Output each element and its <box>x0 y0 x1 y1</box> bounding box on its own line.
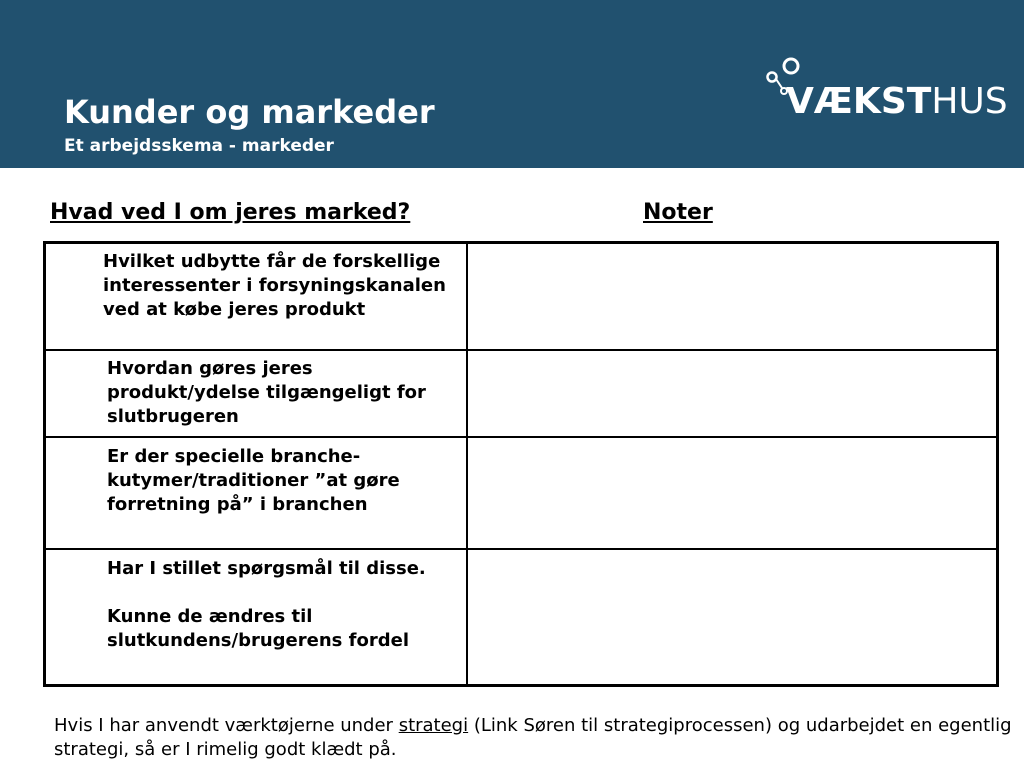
question-text: Har I stillet spørgsmål til disse. <box>107 558 426 579</box>
note-cell[interactable] <box>468 438 996 548</box>
worksheet-table <box>43 241 999 687</box>
table-row <box>46 244 996 351</box>
header-banner <box>0 0 1024 168</box>
note-cell[interactable] <box>468 351 996 436</box>
question-cell <box>46 244 468 349</box>
question-cell <box>46 550 468 684</box>
footer-text-before: Hvis I har anvendt værktøjerne under <box>54 715 399 736</box>
page-subtitle: Et arbejdsskema - markeder <box>64 136 334 156</box>
footer-note <box>54 714 1014 762</box>
table-row <box>46 550 996 684</box>
question-text: Er der specielle branche-kutymer/traditioner ”at gøre forretning på” i branchen <box>107 446 400 515</box>
logo-wordmark <box>786 82 1008 122</box>
table-row <box>46 351 996 438</box>
question-cell <box>46 438 468 548</box>
logo-word-bold: VÆKST <box>786 81 932 122</box>
question-cell <box>46 351 468 436</box>
notes-heading: Noter <box>643 200 713 225</box>
question-text: Hvordan gøres jeres produkt/ydelse tilgængeligt for slutbrugeren <box>107 358 426 427</box>
table-row <box>46 438 996 550</box>
strategi-link[interactable]: strategi <box>398 715 469 736</box>
market-question-heading: Hvad ved I om jeres marked? <box>50 200 411 225</box>
logo-word-light: HUS <box>931 81 1008 122</box>
question-text: Hvilket udbytte får de forskellige interessenter i forsyningskanalen ved at købe jeres produkt <box>103 251 446 320</box>
note-cell[interactable] <box>468 244 996 349</box>
vaeksthus-logo <box>762 52 1008 132</box>
page-title: Kunder og markeder <box>64 93 435 131</box>
question-text: Kunne de ændres til slutkundens/brugerens fordel <box>107 606 409 651</box>
note-cell[interactable] <box>468 550 996 684</box>
footer-text-after: (Link Søren til strategiprocessen) og udarbejdet en egentlig strategi, så er I rimelig godt klædt på. <box>54 715 1012 760</box>
